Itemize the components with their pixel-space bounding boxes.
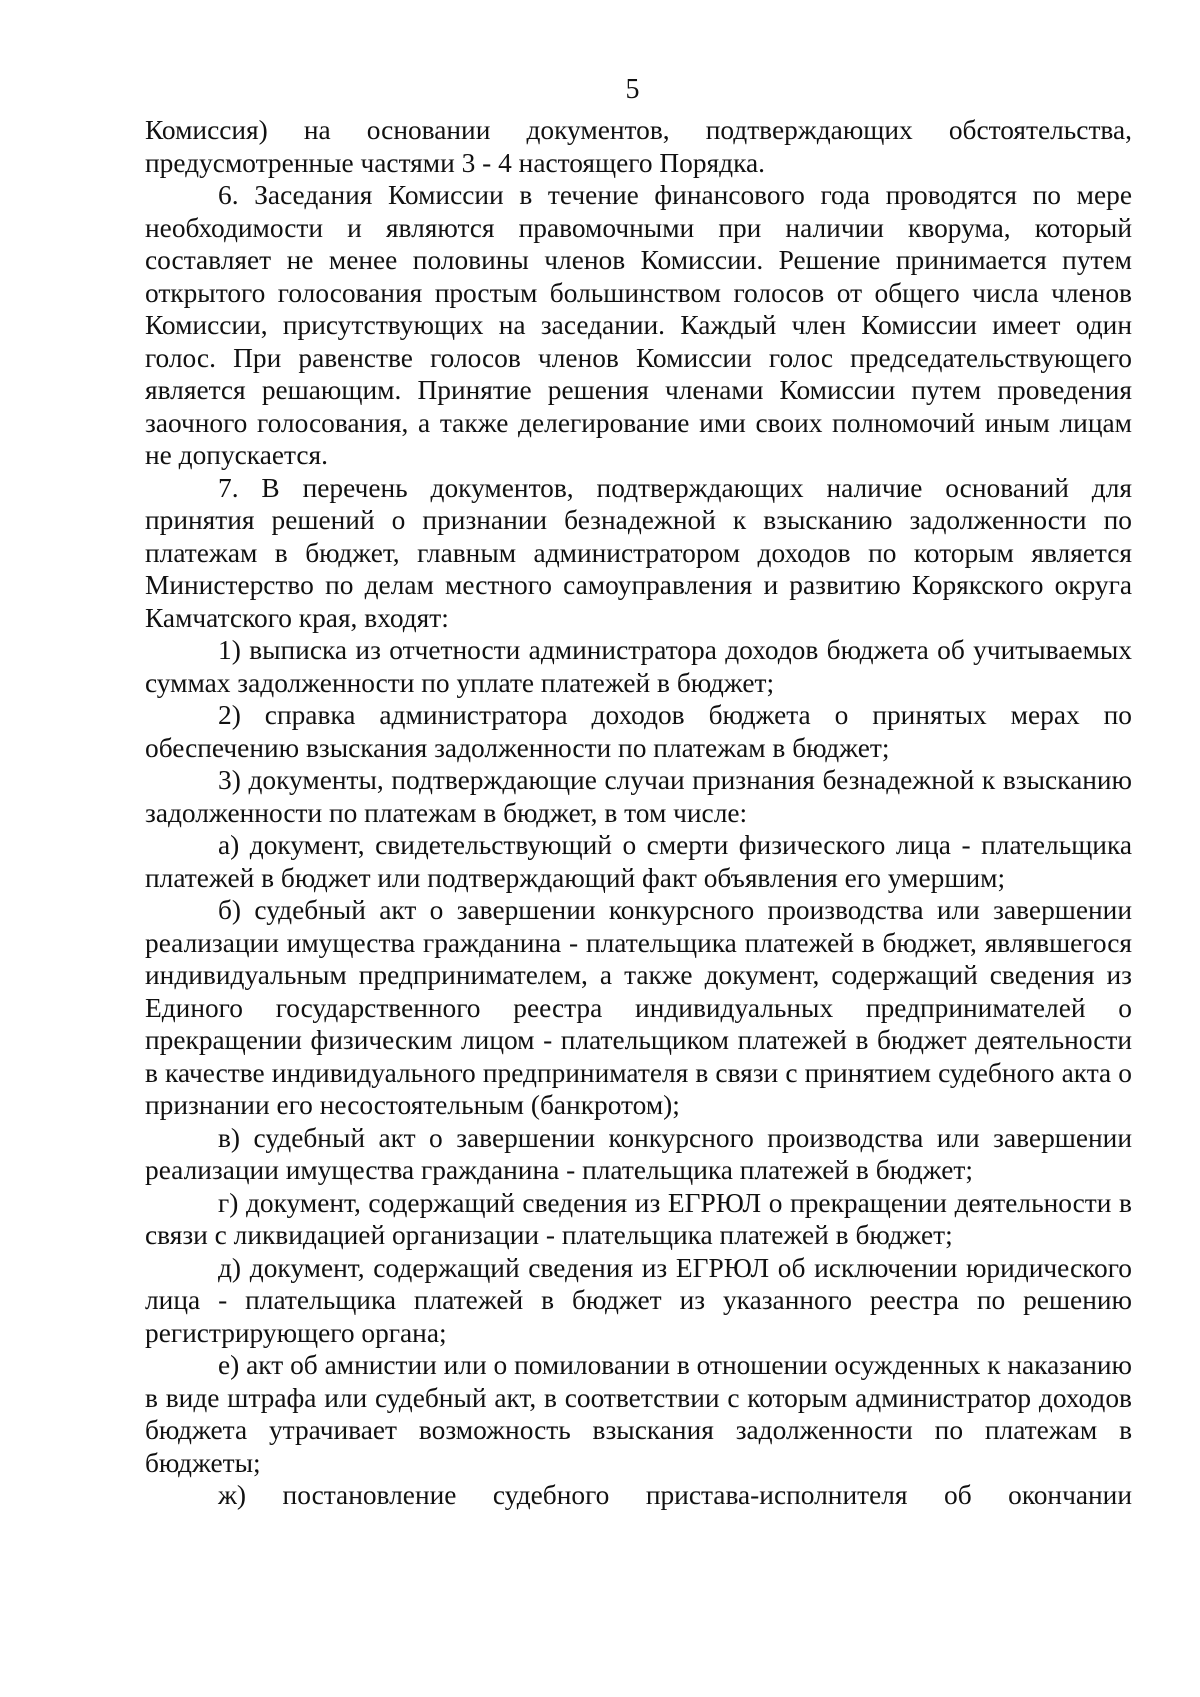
list-item-1-statement: 1) выписка из отчетности администратора доходов бюджета об учитываемых суммах задолженности по уплате платежей в бюджет; bbox=[145, 635, 1132, 698]
sub-item-zh-bailiff-resolution: ж) постановление судебного пристава-исполнителя об окончании bbox=[218, 1480, 1132, 1510]
paragraph-continuation: Комиссия) на основании документов, подтверждающих обстоятельства, предусмотренные частями 3 - 4 настоящего Порядка. bbox=[145, 115, 1132, 178]
page-number: 5 bbox=[625, 74, 640, 105]
sub-item-g-egrul-liquidation: г) документ, содержащий сведения из ЕГРЮЛ о прекращении деятельности в связи с ликвидацией организации - плательщика платежей в бюджет; bbox=[145, 1187, 1132, 1250]
sub-item-b-court-act-entrepreneur: б) судебный акт о завершении конкурсного производства или завершении реализации имущества гражданина - плательщика платежей в бюджет, являвшегося индивидуальным предпринимателем, а также документ, содержащий сведения из Единого государственного реестра индивидуальных предпринимателей о прекращении физическим лицом - плательщиком платежей в бюджет деятельности в качестве индивидуального предпринимателя в связи с принятием судебного акта о признании его несостоятельным (банкротом); bbox=[145, 895, 1132, 1120]
list-item-3-documents: 3) документы, подтверждающие случаи признания безнадежной к взысканию задолженности по платежам в бюджет, в том числе: bbox=[145, 765, 1132, 828]
sub-item-v-court-act-citizen: в) судебный акт о завершении конкурсного производства или завершении реализации имущества гражданина - плательщика платежей в бюджет; bbox=[145, 1122, 1132, 1185]
sub-item-a-death-document: а) документ, свидетельствующий о смерти физического лица - плательщика платежей в бюджет или подтверждающий факт объявления его умершим; bbox=[145, 830, 1132, 893]
sub-item-e-amnesty-act: е) акт об амнистии или о помиловании в отношении осужденных к наказанию в виде штрафа или судебный акт, в соответствии с которым администратор доходов бюджета утрачивает возможность взыскания задолженности по платежам в бюджеты; bbox=[145, 1350, 1132, 1478]
document-body bbox=[145, 114, 1132, 1512]
list-item-2-certificate: 2) справка администратора доходов бюджета о принятых мерах по обеспечению взыскания задолженности по платежам в бюджет; bbox=[145, 700, 1132, 763]
paragraph-7-document-list: 7. В перечень документов, подтверждающих наличие оснований для принятия решений о признании безнадежной к взысканию задолженности по платежам в бюджет, главным администратором доходов по которым является Министерство по делам местного самоуправления и развитию Корякского округа Камчатского края, входят: bbox=[145, 472, 1132, 633]
sub-item-d-egrul-exclusion: д) документ, содержащий сведения из ЕГРЮЛ об исключении юридического лица - плательщика платежей в бюджет из указанного реестра по решению регистрирующего органа; bbox=[145, 1252, 1132, 1348]
paragraph-6-commission-meetings: 6. Заседания Комиссии в течение финансового года проводятся по мере необходимости и являются правомочными при наличии кворума, который составляет не менее половины членов Комиссии. Решение принимается путем открытого голосования простым большинством голосов от общего числа членов Комиссии, присутствующих на заседании. Каждый член Комиссии имеет один голос. При равенстве голосов членов Комиссии голос председательствующего является решающим. Принятие решения членами Комиссии путем проведения заочного голосования, а также делегирование ими своих полномочий иным лицам не допускается. bbox=[145, 180, 1132, 470]
